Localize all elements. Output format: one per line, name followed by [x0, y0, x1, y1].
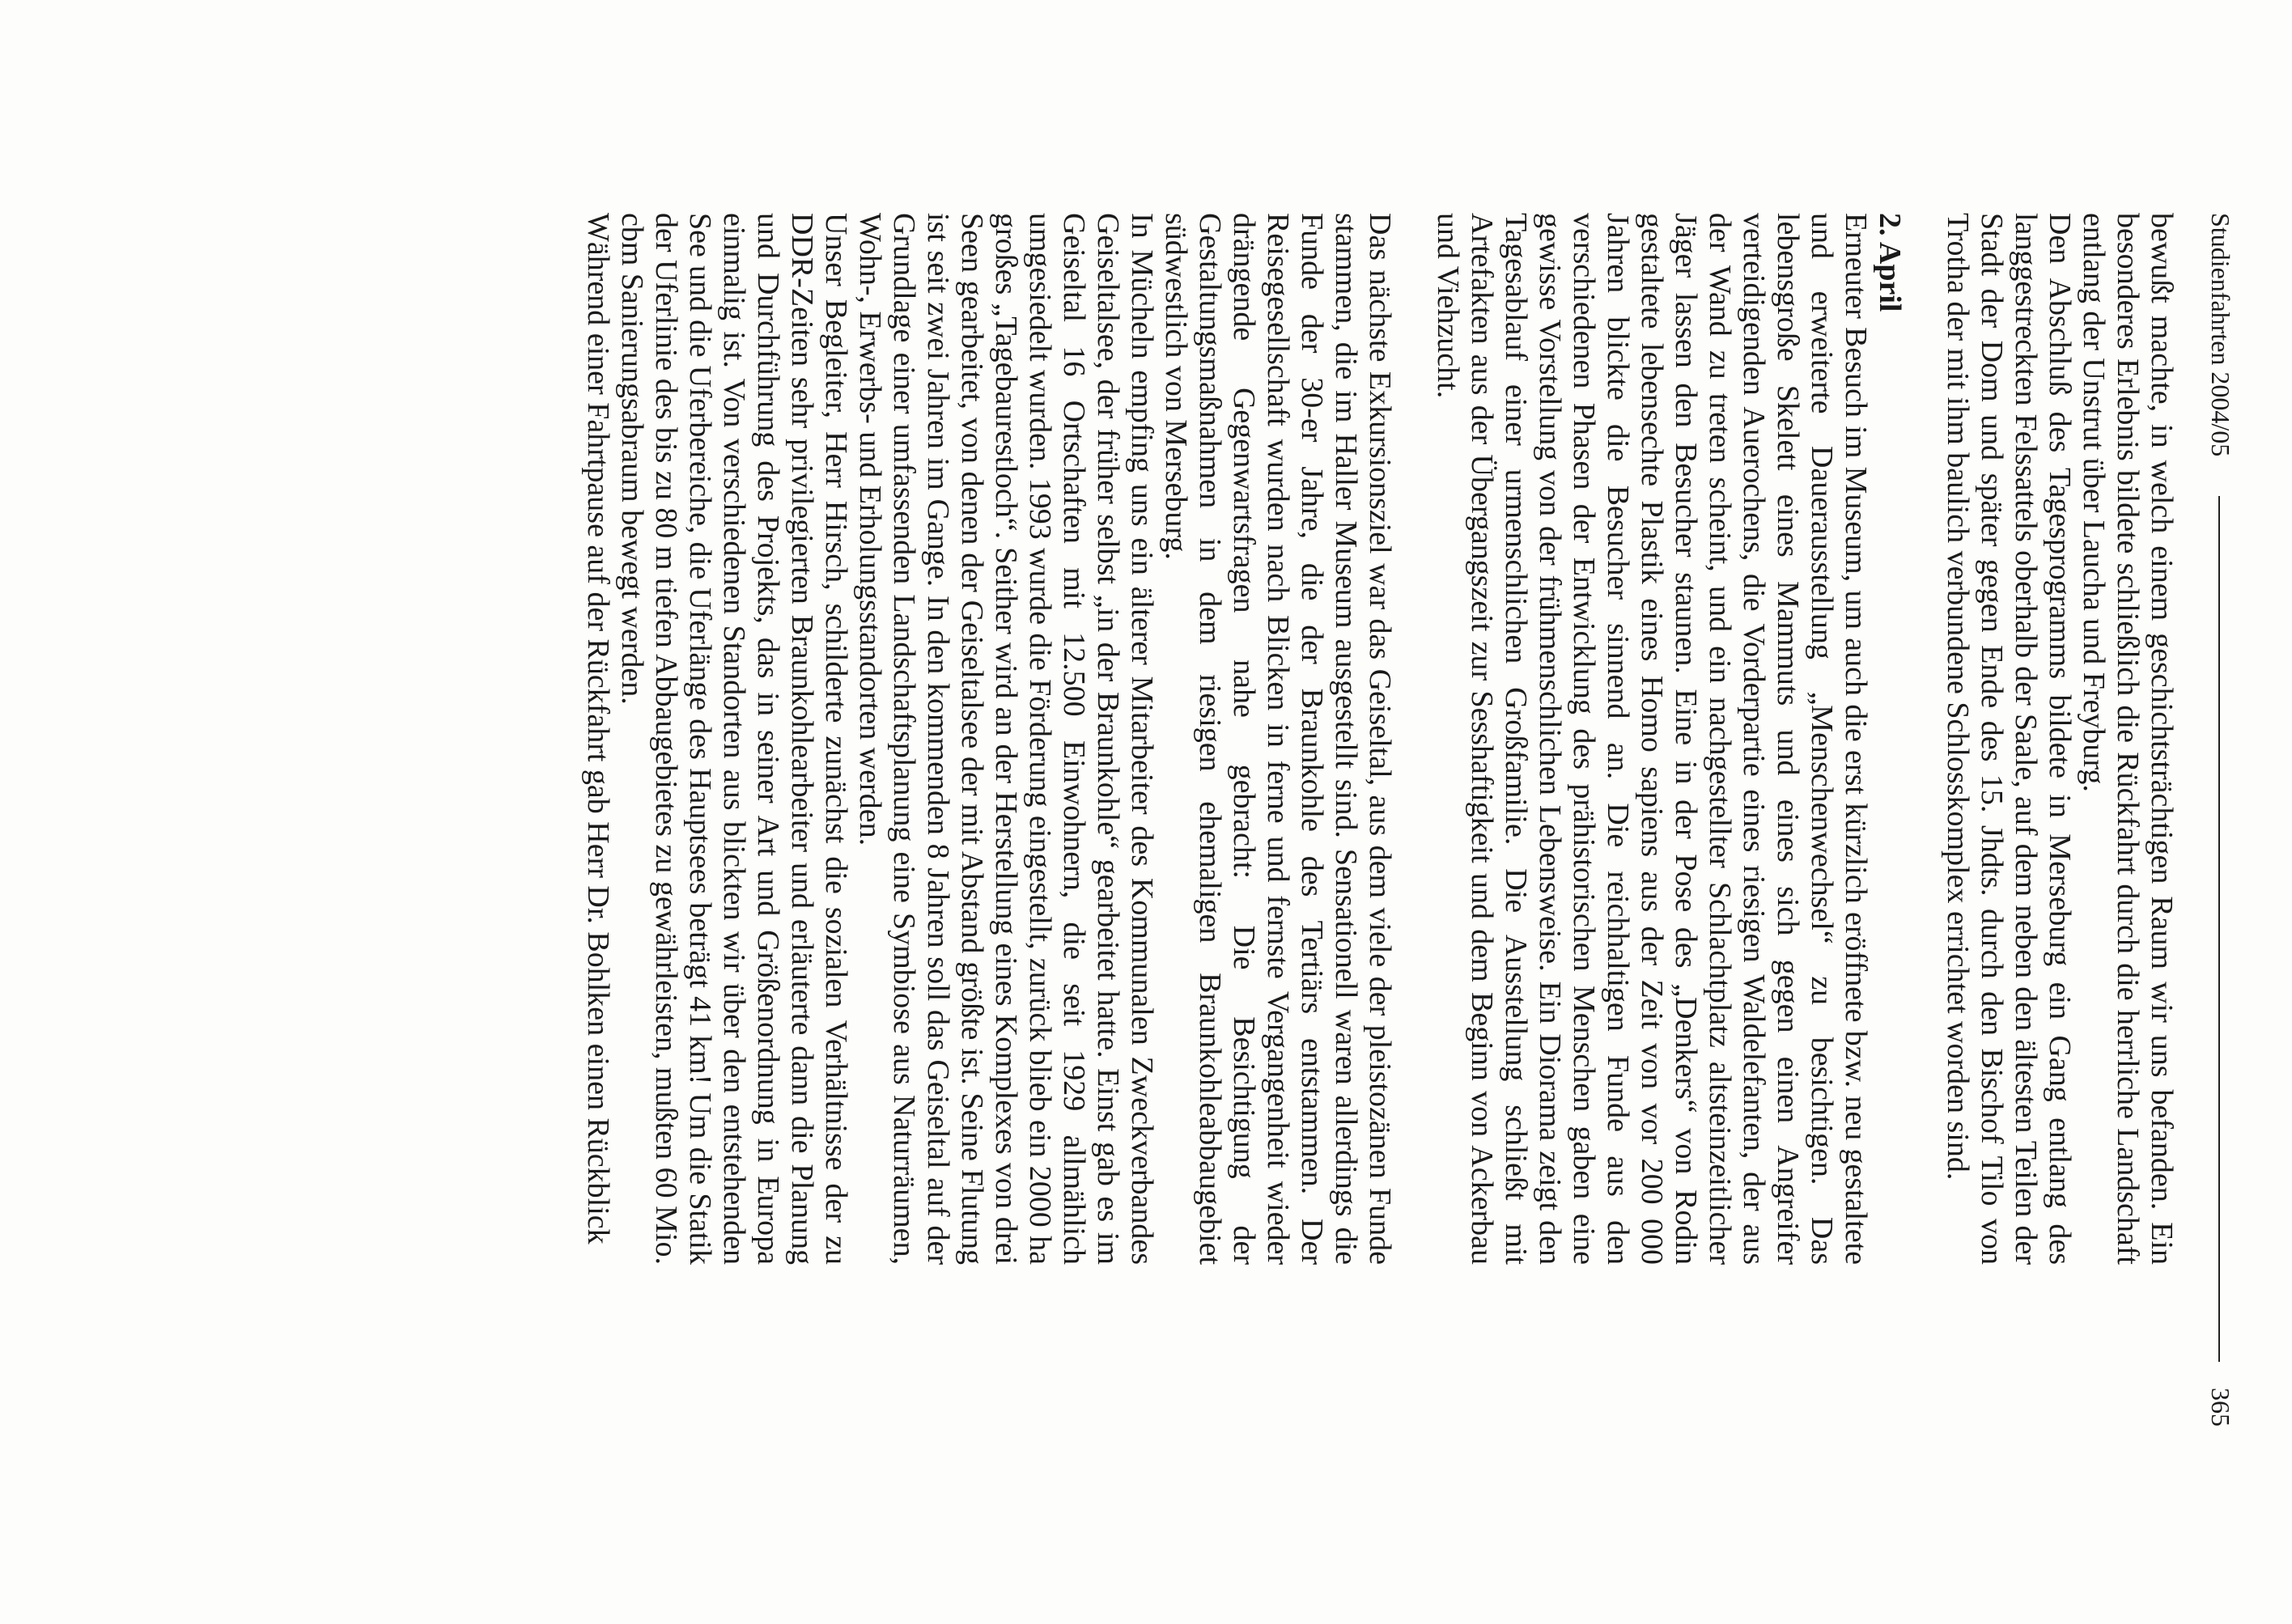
running-title: Studienfahrten 2004/05 [2206, 213, 2235, 457]
paragraph-geiseltal: Das nächste Exkursionsziel war das Geiseltal, aus dem viele der pleistozänen Funde stammen, die im Haller Museum ausgestellt sind. Sensationell waren allerdings die Funde der 30-er Jahre, die der Braunkohle des Tertiärs entstammen. Der Reisegesellschaft wurden nach Blicken in ferne und fernste Vergangenheit wieder drängende Gegenwartsfragen nahe gebracht: Die Besichtigung der Gestaltungsmaßnahmen in dem riesigen ehemaligen Braunkohleabbaugebiet südwestlich von Merseburg. [1159, 213, 1397, 1265]
paragraph-last: Während einer Fahrtpause auf der Rückfahrt gab Herr Dr. Bohlken einen Rückblick [581, 213, 615, 1245]
paragraph-hirsch: Unser Begleiter, Herr Hirsch, schilderte zunächst die sozialen Verhältnisse der zu DDR-Zeiten sehr privilegierten Braunkohlearbeiter und erläuterte dann die Planung und Durchführung des Projekts, das in seiner Art und Größenordnung in Europa einmalig ist. Von verschiedenen Standorten aus blickten wir über den entstehenden See und die Uferbereiche, die Uferlänge des Hauptsees beträgt 41 km! Um die Statik der Uferlinie des bis zu 80 m tiefen Abbaugebietes zu gewährleisten, mußten 60 Mio. cbm Sanierungsabraum bewegt werden. [615, 213, 853, 1265]
paragraph-muecheln: In Mücheln empfing uns ein älterer Mitarbeiter des Kommunalen Zweckverbandes Geiseltalsee, der früher selbst „in der Braunkohle“ gearbeitet hatte. Einst gab es im Geiseltal 16 Ortschaften mit 12.500 Einwohnern, die seit 1929 allmählich umgesiedelt wurden. 1993 wurde die Förderung eingestellt, zurück blieb ein 2000 ha großes „Tagebaurestloch“. Seither wird an der Herstellung eines Komplexes von drei Seen gearbeitet, von denen der Geiseltalsee der mit Abstand größte ist. Seine Flutung ist seit zwei Jahren im Gange. In den kommenden 8 Jahren soll das Geiseltal auf der Grundlage einer umfassenden Landschaftsplanung eine Symbiose aus Naturräumen, Wohn-, Erwerbs- und Erholungsstandorten werden. [853, 213, 1159, 1265]
running-header [2203, 213, 2239, 1427]
section-heading: 2. April [1873, 213, 1907, 312]
paragraph-intro-2: Den Abschluß des Tagesprogramms bildete in Merseburg ein Gang entlang des langgestreckten Felssattels oberhalb der Saale, auf dem neben den ältesten Teilen der Stadt der Dom und später gegen Ende des 15. Jhdts. durch den Bischof Tilo von Trotha der mit ihm baulich verbundene Schlosskomplex errichtet worden sind. [1941, 213, 2077, 1265]
book-page [53, 189, 2239, 1435]
page-number: 365 [2206, 1388, 2235, 1427]
header-rule [2218, 496, 2220, 1362]
paragraph-intro-1: bewußt machte, in welch einem geschichtsträchtigen Raum wir uns befanden. Ein besonderes Erlebnis bildete schließlich die Rückfahrt durch die herrliche Landschaft entlang der Unstrut über Laucha und Freyburg. [2077, 213, 2179, 1265]
body-text [581, 213, 2179, 1265]
paragraph-museum: Erneuter Besuch im Museum, um auch die erst kürzlich eröffnete bzw. neu gestaltete und erweiterte Dauerausstellung „Menschenwechsel“ zu besichtigen. Das lebensgroße Skelett eines Mammuts und eines sich gegen einen Angreifer verteidigenden Auerochens, die Vorderpartie eines riesigen Waldelefanten, der aus der Wand zu treten scheint, und ein nachgestellter Schlachtplatz altsteinzeitlicher Jäger lassen den Besucher staunen. Eine in der Pose des „Denkers“ von Rodin gestaltete lebensechte Plastik eines Homo sapiens aus der Zeit von vor 200 000 Jahren blickte die Besucher sinnend an. Die reichhaltigen Funde aus den verschiedenen Phasen der Entwicklung des prähistorischen Menschen gaben eine gewisse Vorstellung von der frühmenschlichen Lebensweise. Ein Diorama zeigt den Tagesablauf einer urmenschlichen Großfamilie. Die Ausstellung schließt mit Artefakten aus der Übergangszeit zur Sesshaftigkeit und dem Beginn von Ackerbau und Viehzucht. [1431, 213, 1873, 1265]
